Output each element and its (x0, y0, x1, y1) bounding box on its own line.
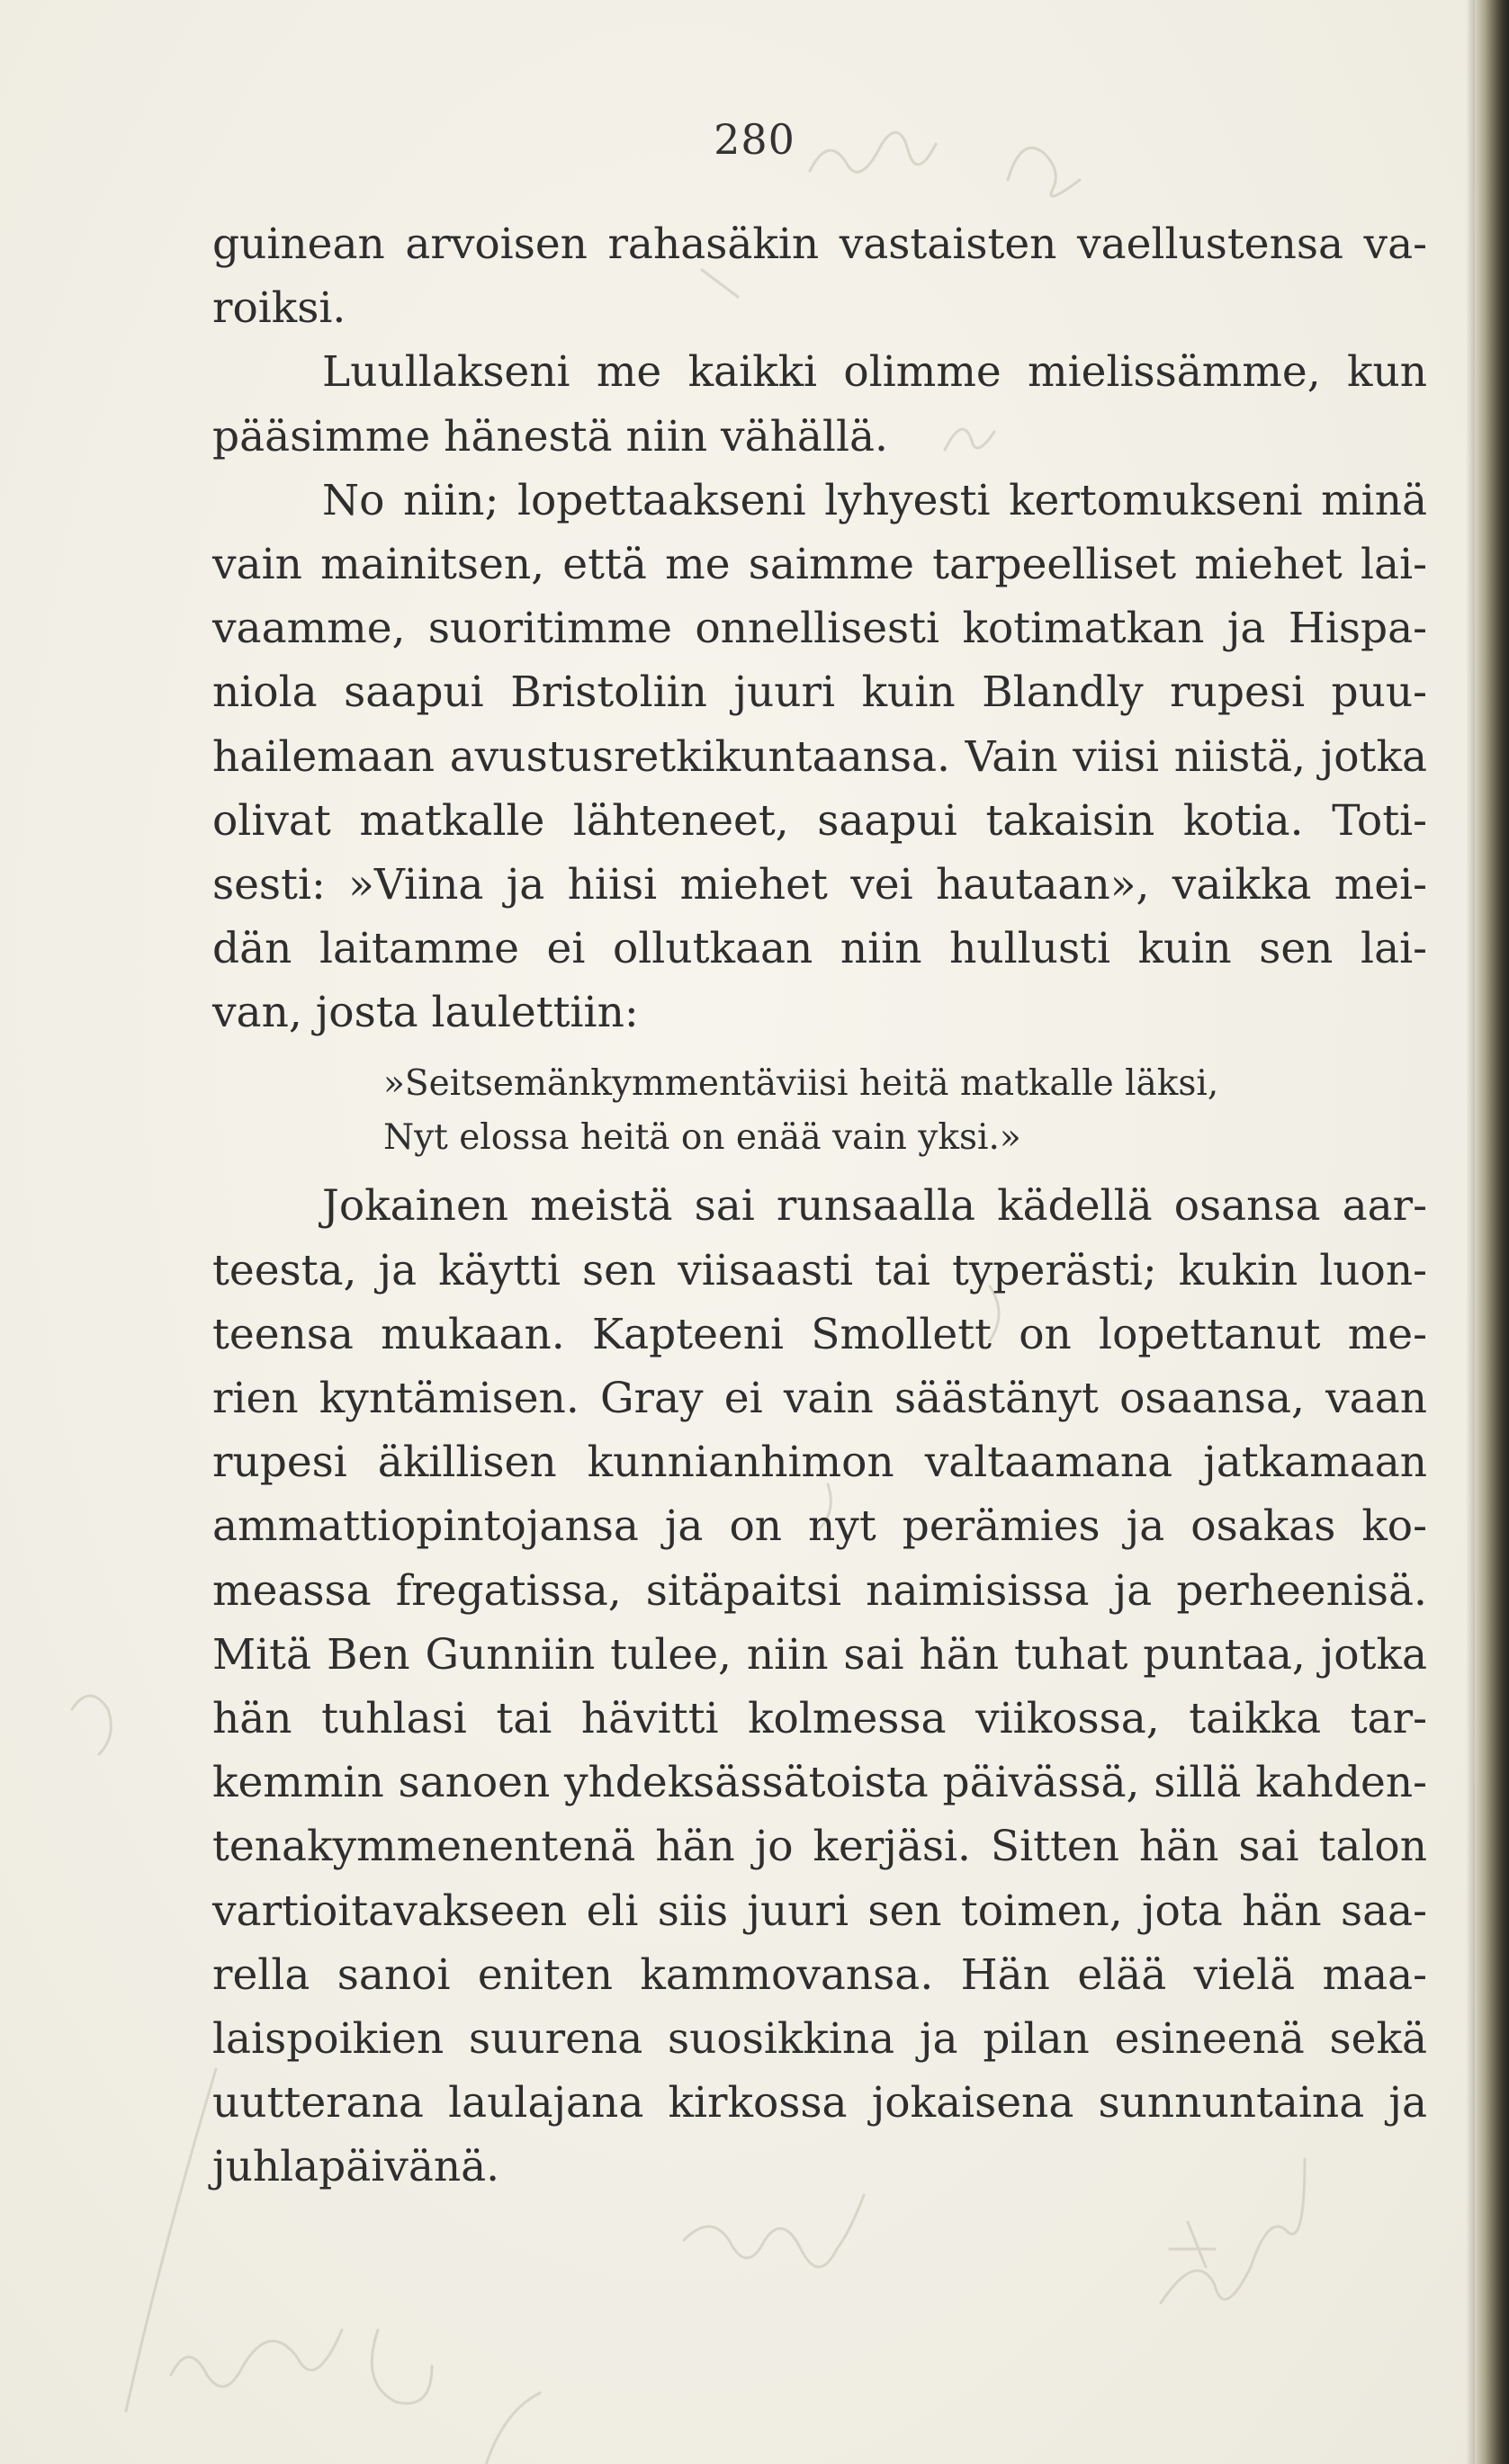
text-line: olivat matkalle lähteneet, saapui takaisin kotia. Toti- (212, 795, 1427, 846)
text-line: niola saapui Bristoliin juuri kuin Blandly rupesi puu- (212, 668, 1427, 718)
paragraph-2 (212, 340, 1427, 468)
text-line: Jokainen meistä sai runsaalla kädellä osansa aar- (322, 1181, 1427, 1232)
paragraph-1 (212, 212, 1427, 340)
text-line: hän tuhlasi tai hävitti kolmessa viikossa, taikka tar- (212, 1693, 1427, 1743)
pencil-mark (1170, 2222, 1215, 2267)
text-line: teesta, ja käytti sen viisaasti tai typerästi; kukin luon- (212, 1245, 1427, 1295)
verse-line: Nyt elossa heitä on enää vain yksi.» (383, 1117, 1021, 1159)
verse-line: »Seitsemänkymmentäviisi heitä matkalle läksi, (383, 1063, 1219, 1105)
text-line: No niin; lopettaakseni lyhyesti kertomukseni minä (322, 475, 1427, 525)
text-line: Luullakseni me kaikki olimme mielissämme, kun (322, 347, 1427, 398)
text-line: hailemaan avustusretkikuntaansa. Vain viisi niistä, jotka (212, 731, 1427, 782)
text-line: van, josta laulettiin: (212, 988, 639, 1038)
pencil-mark (372, 2330, 432, 2404)
text-line: rupesi äkillisen kunnianhimon valtaamana jatkamaan (212, 1438, 1427, 1488)
pencil-mark (486, 2393, 540, 2464)
text-line: rien kyntämisen. Gray ei vain säästänyt osaansa, vaan (212, 1374, 1427, 1423)
text-line: vaamme, suoritimme onnellisesti kotimatkan ja Hispa- (212, 604, 1427, 654)
pencil-mark (684, 2195, 864, 2267)
text-line: vain mainitsen, että me saimme tarpeelliset miehet lai- (212, 539, 1427, 589)
paragraph-4 (212, 1174, 1427, 2199)
verse-quote (383, 1057, 1427, 1165)
pencil-mark (171, 2330, 342, 2387)
book-spine (1475, 0, 1509, 2464)
text-line: vartioitavakseen eli siis juuri sen toimen, jota hän saa- (212, 1886, 1427, 1936)
paragraph-3 (212, 469, 1427, 1045)
page-body-text (212, 212, 1427, 2199)
text-line: dän laitamme ei ollutkaan niin hullusti kuin sen lai- (212, 924, 1427, 974)
text-line: Mitä Ben Gunniin tulee, niin sai hän tuhat puntaa, jotka (212, 1629, 1427, 1680)
text-line: tenakymmenentenä hän jo kerjäsi. Sitten hän sai talon (212, 1822, 1427, 1872)
text-line: meassa fregatissa, sitäpaitsi naimisissa ja perheenisä. (212, 1565, 1427, 1616)
text-line: rella sanoi eniten kammovansa. Hän elää vielä maa- (212, 1949, 1427, 2000)
text-line: uutterana laulajana kirkossa jokaisena sunnuntaina ja (212, 2078, 1427, 2128)
text-line: sesti: »Viina ja hiisi miehet vei hautaan», vaikka mei- (212, 859, 1427, 909)
text-line: ammattiopintojansa ja on nyt perämies ja osakas ko- (212, 1501, 1427, 1552)
text-line: teensa mukaan. Kapteeni Smollett on lopettanut me- (212, 1309, 1427, 1359)
pencil-mark (72, 1696, 111, 1754)
text-line: laispoikien suurena suosikkina ja pilan esineenä sekä (212, 2013, 1427, 2064)
text-line: roiksi. (212, 283, 346, 334)
text-line: guinean arvoisen rahasäkin vastaisten vaellustensa va- (212, 220, 1427, 269)
pencil-mark (126, 2069, 216, 2411)
text-line: pääsimme hänestä niin vähällä. (212, 411, 888, 461)
page-number: 280 (714, 115, 795, 164)
text-line: kemmin sanoen yhdeksässätoista päivässä, sillä kahden- (212, 1758, 1427, 1808)
page-gutter-shadow (1466, 0, 1475, 2464)
text-line: juhlapäivänä. (212, 2142, 500, 2192)
